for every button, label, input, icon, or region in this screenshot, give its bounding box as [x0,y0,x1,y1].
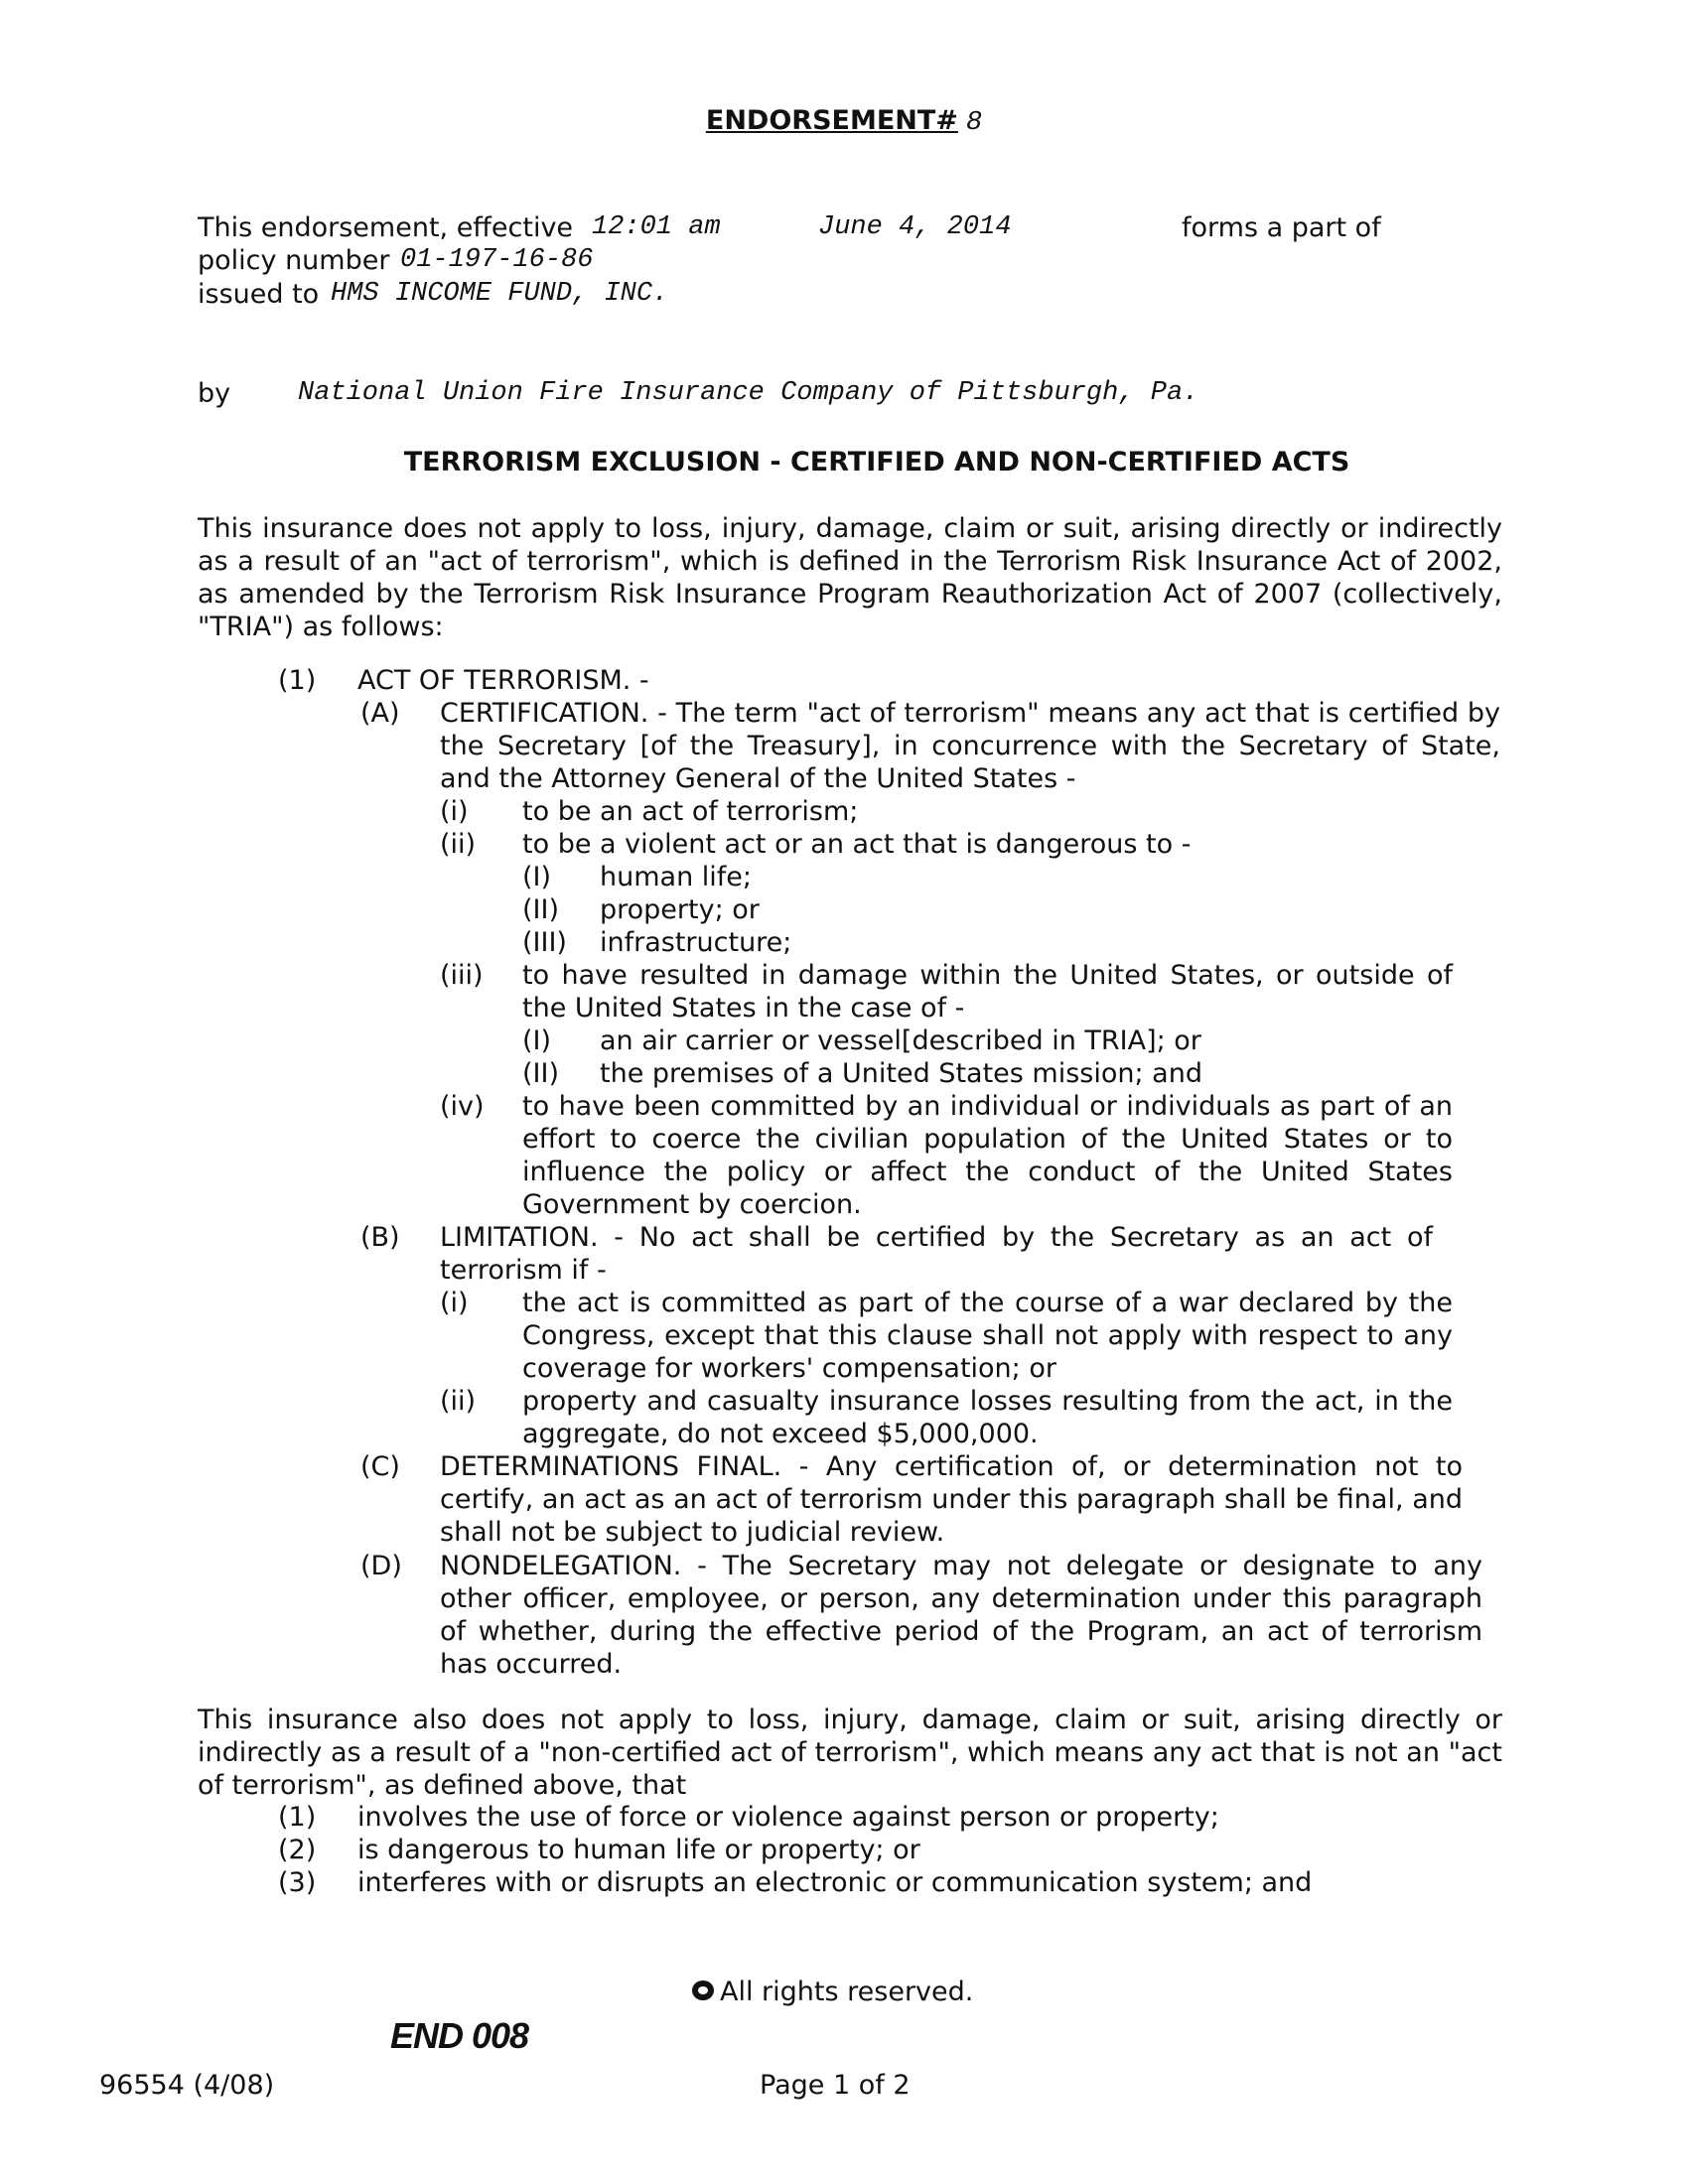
list-text: the premises of a United States mission; and [600,1058,1202,1089]
list-marker: (D) [360,1551,402,1581]
end-code: END 008 [390,2015,529,2056]
list-marker: (2) [278,1835,317,1865]
rights-text: All rights reserved. [720,1977,974,2007]
list-marker: (III) [522,927,567,958]
list-marker: (A) [360,698,400,729]
exclusion-paragraph-2: This insurance also does not apply to loss, injury, damage, claim or suit, arising directly or indirectly as a result of a "non-certified act of terrorism", which means any act that is not an "act of terrorism", as defined above, that [198,1705,1502,1801]
page-number: Page 1 of 2 [760,2070,911,2101]
exclusion-heading: TERRORISM EXCLUSION - CERTIFIED AND NON-CERTIFIED ACTS [403,447,1350,478]
list-text: property; or [600,894,760,925]
copyright-icon [692,1980,714,2000]
list-marker: (B) [360,1222,400,1253]
list-text: CERTIFICATION. - The term "act of terrorism" means any act that is certified by the Secretary [of the Treasury], in concurrence with the Secretary of State, and the Attorney General of the United States - [440,698,1500,794]
effective-time: 12:01 am [592,212,721,242]
list-marker: (I) [522,1025,552,1056]
copyright-line [692,1977,973,2007]
forms-part-label: forms a part of [1182,212,1381,243]
list-text: to be a violent act or an act that is dangerous to - [522,829,1192,860]
list-text: DETERMINATIONS FINAL. - Any certification of, or determination not to certify, an act as an act of terrorism under this paragraph shall be final, and shall not be subject to judicial review. [440,1451,1463,1548]
list-text: infrastructure; [600,927,792,958]
list-text: the act is committed as part of the course of a war declared by the Congress, except that this clause shall not apply with respect to any coverage for workers' compensation; or [522,1288,1453,1384]
list-marker: (I) [522,862,552,892]
insured-name: HMS INCOME FUND, INC. [331,279,669,309]
endorsement-number: 8 [965,108,983,138]
endorsement-title [0,105,1688,138]
policy-number: 01-197-16-86 [400,245,594,275]
list-text: NONDELEGATION. - The Secretary may not delegate or designate to any other officer, employee, or person, any determination under this paragraph of whether, during the effective period of the Program, an act of terrorism has occurred. [440,1551,1482,1680]
list-marker: (i) [440,1288,469,1318]
list-marker: (II) [522,1058,559,1089]
by-label: by [198,378,231,409]
list-marker: (1) [278,665,317,696]
list-text: human life; [600,862,752,892]
list-marker: (iv) [440,1091,485,1122]
list-marker: (i) [440,796,469,827]
exclusion-paragraph-1: This insurance does not apply to loss, injury, damage, claim or suit, arising directly or indirectly as a result of an "act of terrorism", which is defined in the Terrorism Risk Insurance Act of 2002, as amended by the Terrorism Risk Insurance Program Reauthorization Act of 2007 (collectively, "TRIA") as follows: [198,513,1502,642]
list-marker: (II) [522,894,559,925]
list-text: to have resulted in damage within the United States, or outside of the United States in the case of - [522,960,1453,1024]
list-text: involves the use of force or violence against person or property; [357,1802,1219,1833]
list-marker: (3) [278,1867,317,1898]
list-text: ACT OF TERRORISM. - [357,665,649,696]
form-number: 96554 (4/08) [99,2070,275,2101]
list-marker: (1) [278,1802,317,1833]
list-marker: (ii) [440,1386,477,1417]
list-marker: (C) [360,1451,400,1482]
intro-label: This endorsement, effective [198,212,574,243]
list-marker: (iii) [440,960,484,991]
list-text: an air carrier or vessel[described in TRIA]; or [600,1025,1201,1056]
list-text: property and casualty insurance losses resulting from the act, in the aggregate, do not exceed $5,000,000. [522,1386,1453,1449]
list-marker: (ii) [440,829,477,860]
list-text: to be an act of terrorism; [522,796,859,827]
list-text: is dangerous to human life or property; or [357,1835,920,1865]
insurer-name: National Union Fire Insurance Company of Pittsburgh, Pa. [298,378,1199,408]
policy-number-label: policy number [198,245,390,276]
list-text: to have been committed by an individual or individuals as part of an effort to coerce the civilian population of the United States or to influence the policy or affect the conduct of the United States Government by coercion. [522,1091,1453,1220]
effective-date: June 4, 2014 [818,212,1012,242]
endorsement-title-label: ENDORSEMENT# [705,105,958,136]
issued-to-label: issued to [198,279,320,310]
list-text: interferes with or disrupts an electronic or communication system; and [357,1867,1313,1898]
list-text: LIMITATION. - No act shall be certified by the Secretary as an act of terrorism if - [440,1222,1433,1286]
